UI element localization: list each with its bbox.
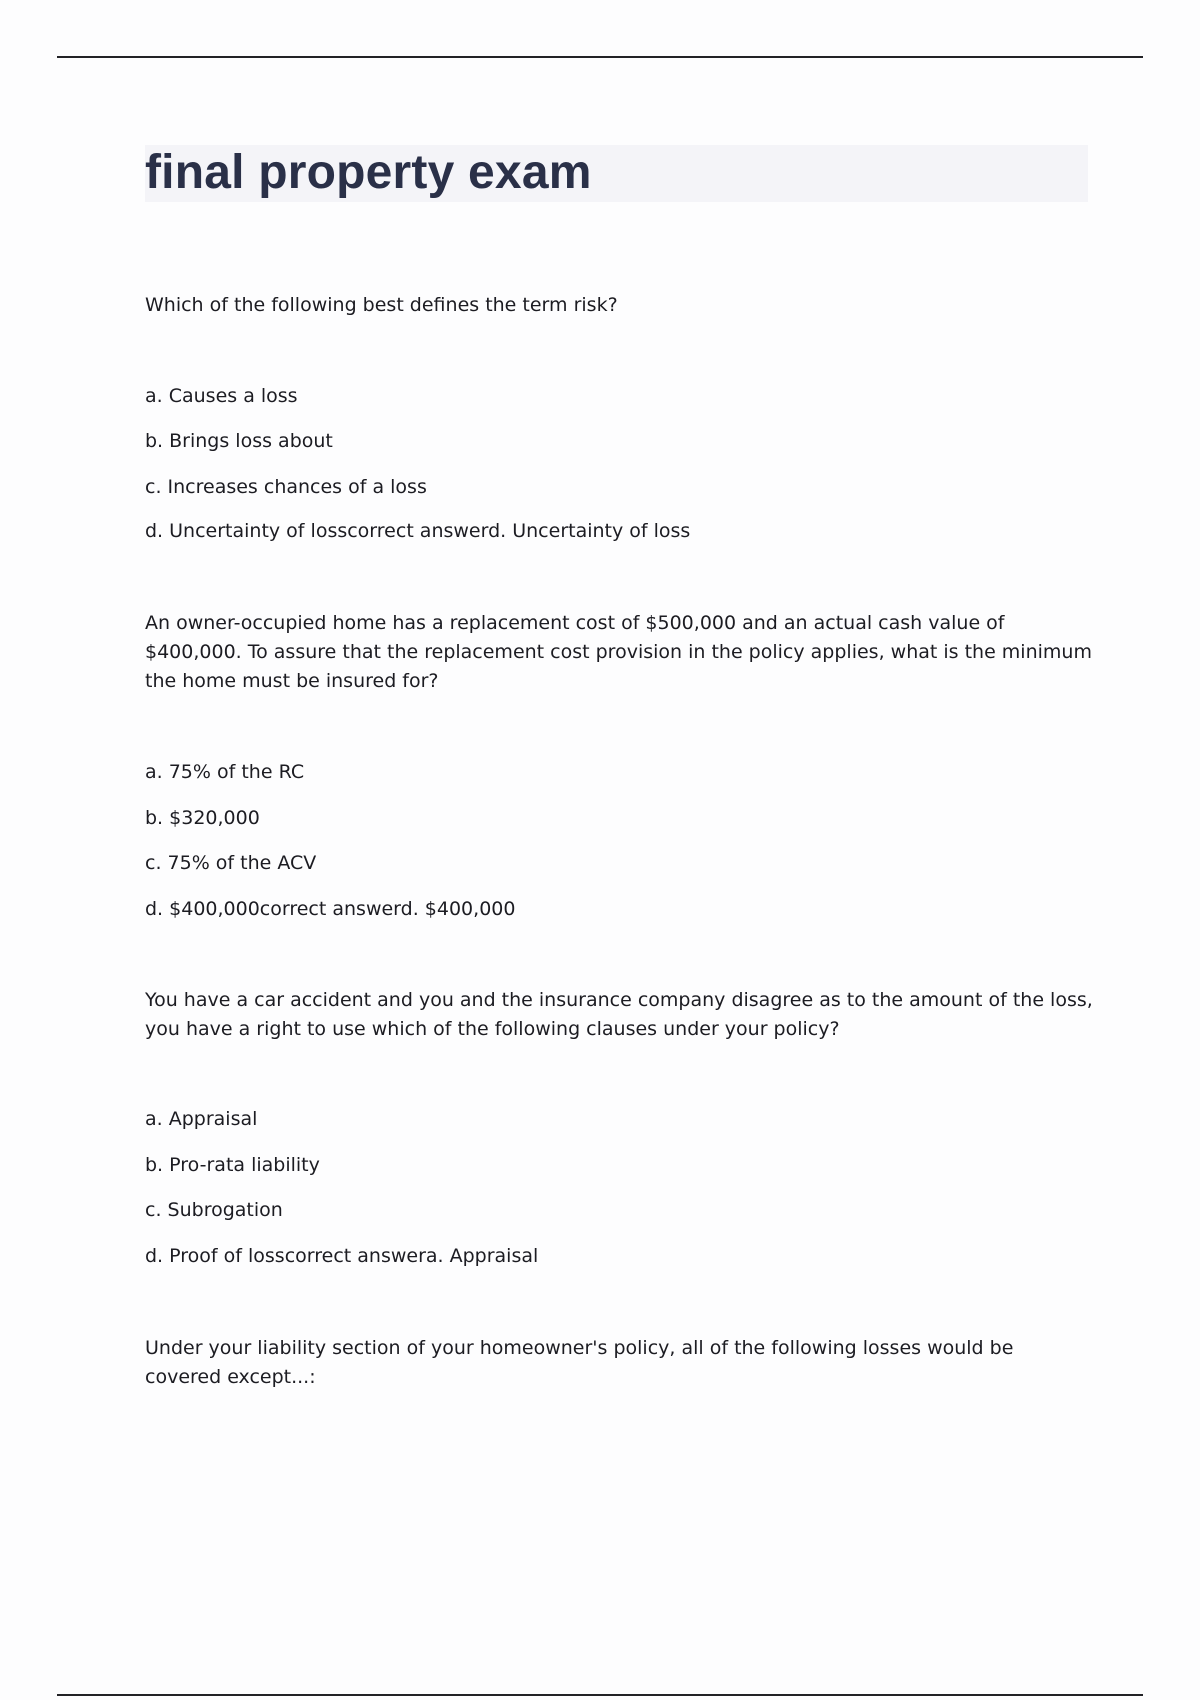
page-title: final property exam — [145, 146, 592, 199]
answer-option-d: d. Proof of losscorrect answera. Appraisal — [145, 1245, 539, 1267]
answer-option-a: a. Appraisal — [145, 1108, 258, 1130]
question-text: Which of the following best defines the term risk? — [145, 294, 618, 316]
answer-option-c: c. Subrogation — [145, 1199, 283, 1221]
question-block-4 — [145, 1334, 1095, 1392]
question-text: An owner-occupied home has a replacement cost of $500,000 and an actual cash value of $400,000. To assure that the replacement cost provision in the policy applies, what is the minimum the home must be insured for? — [145, 612, 1092, 692]
question-text: Under your liability section of your homeowner's policy, all of the following losses would be covered except...: — [145, 1337, 1014, 1388]
answer-option-d: d. Uncertainty of losscorrect answerd. Uncertainty of loss — [145, 520, 691, 542]
answer-option-b: b. Brings loss about — [145, 430, 333, 452]
question-block-1 — [145, 291, 1095, 542]
question-text: You have a car accident and you and the insurance company disagree as to the amount of the loss, you have a right to use which of the following clauses under your policy? — [145, 989, 1093, 1040]
question-block-3 — [145, 986, 1095, 1267]
answer-option-d: d. $400,000correct answerd. $400,000 — [145, 898, 516, 920]
answer-option-a: a. Causes a loss — [145, 385, 298, 407]
top-rule — [57, 56, 1143, 58]
answer-option-b: b. Pro-rata liability — [145, 1154, 320, 1176]
answer-option-c: c. 75% of the ACV — [145, 852, 317, 874]
answer-option-a: a. 75% of the RC — [145, 761, 305, 783]
answer-option-b: b. $320,000 — [145, 807, 260, 829]
bottom-rule — [57, 1694, 1143, 1696]
question-block-2 — [145, 609, 1095, 920]
answer-option-c: c. Increases chances of a loss — [145, 476, 427, 498]
